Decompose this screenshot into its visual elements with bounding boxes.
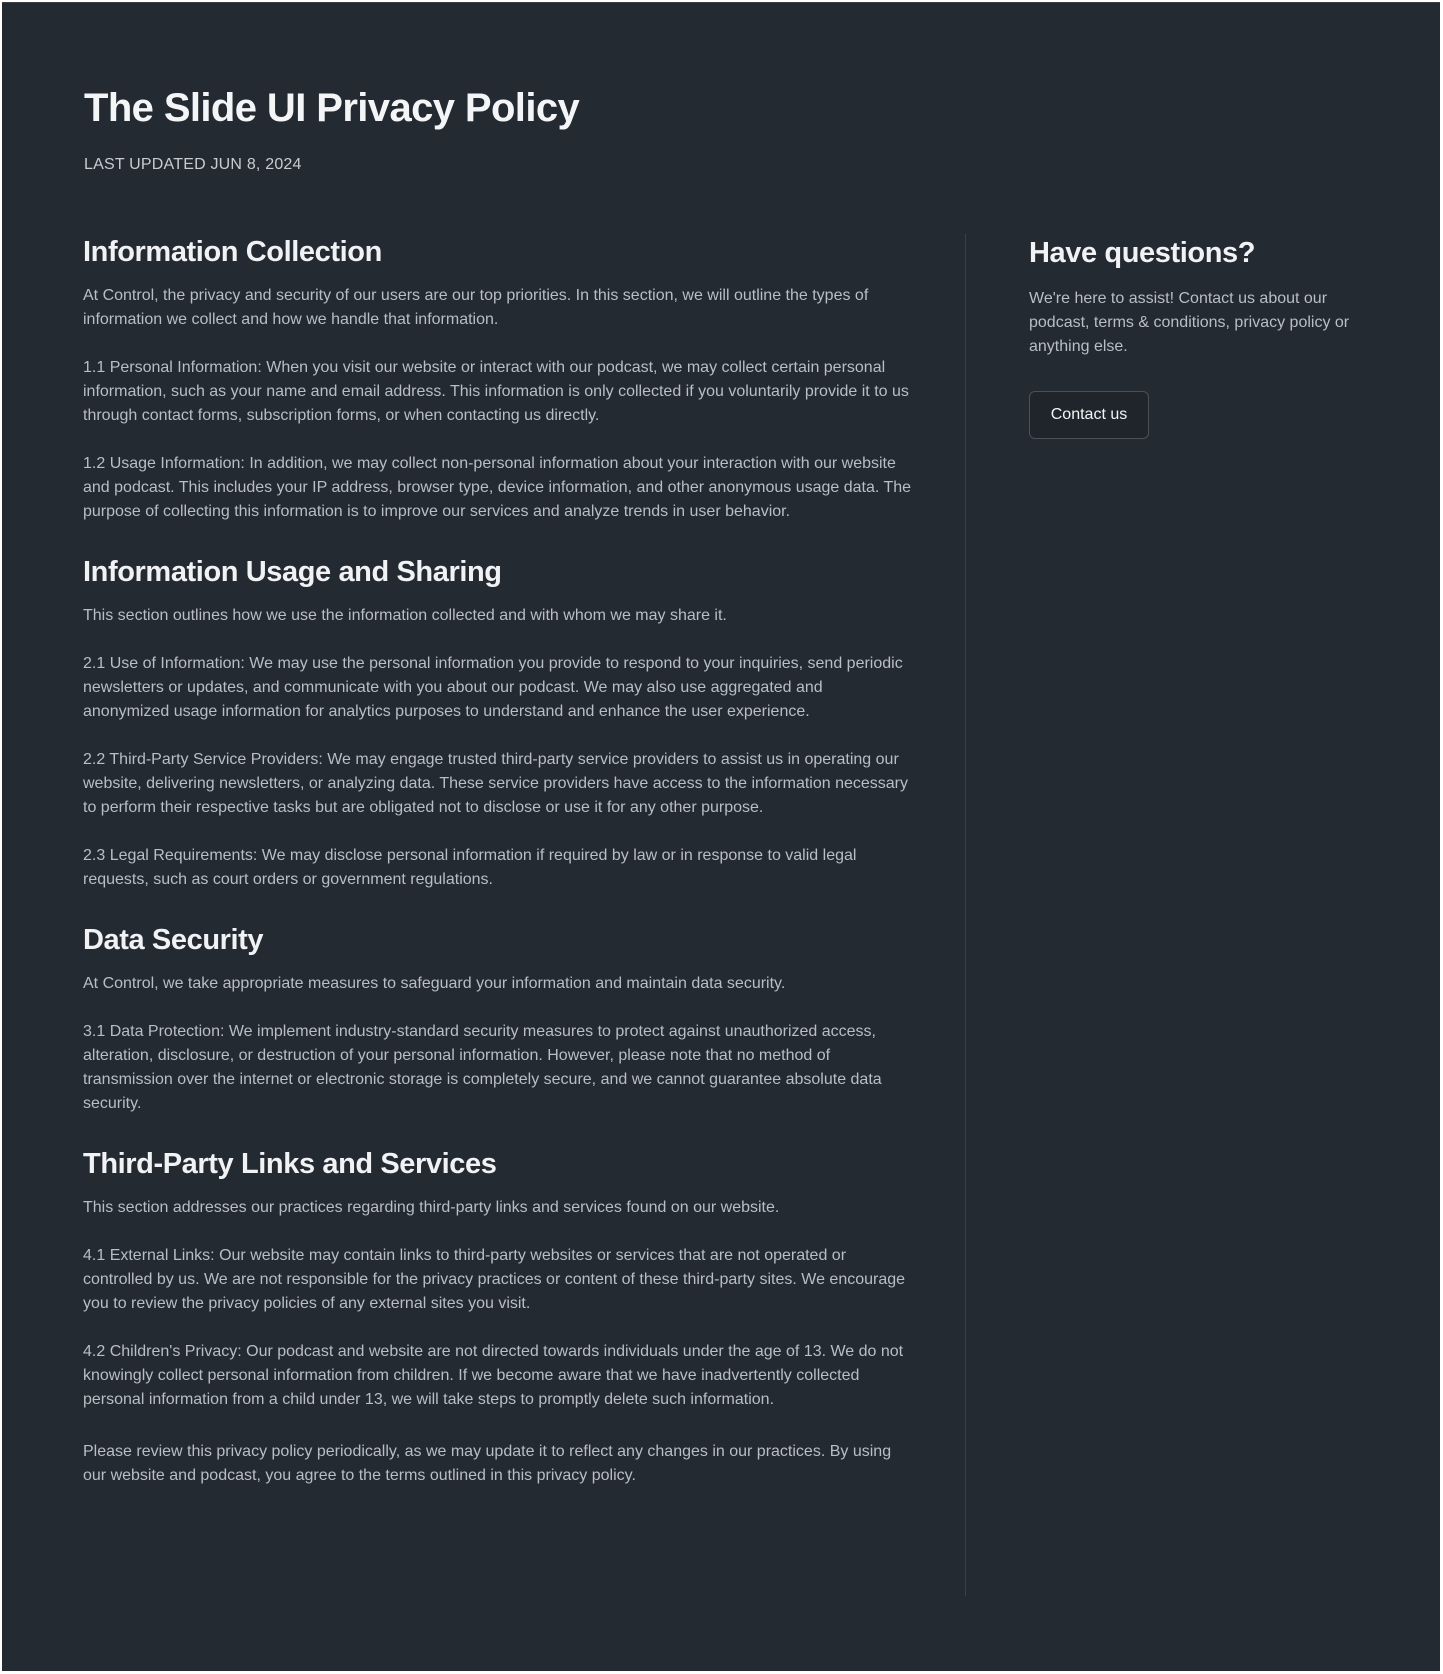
policy-paragraph: 3.1 Data Protection: We implement industry-standard security measures to protect against unauthorized access, alteration, disclosure, or destruction of your personal information. However, please note that no method of transmission over the internet or electronic storage is completely secure, and we cannot guarantee absolute data security.	[83, 1023, 882, 1112]
section-intro: This section outlines how we use the information collected and with whom we may share it.	[83, 607, 727, 624]
section-title: Information Usage and Sharing	[83, 556, 502, 588]
third-party-links-services-section	[83, 1144, 913, 1412]
section-intro: At Control, we take appropriate measures to safeguard your information and maintain data security.	[83, 975, 786, 992]
sidebar-title: Have questions?	[1029, 237, 1256, 269]
policy-content	[83, 232, 913, 1504]
policy-paragraph: 4.1 External Links: Our website may contain links to third-party websites or services that are not operated or controlled by us. We are not responsible for the privacy practices or content of these third-party sites. We encourage you to review the privacy policies of any external sites you visit.	[83, 1247, 906, 1312]
policy-paragraph: 1.2 Usage Information: In addition, we may collect non-personal information about your interaction with our website and podcast. This includes your IP address, browser type, device information, and other anonymous usage data. The purpose of collecting this information is to improve our services and analyze trends in user behavior.	[83, 455, 912, 520]
privacy-page	[2, 2, 1440, 1671]
closing-paragraph: Please review this privacy policy periodically, as we may update it to reflect any changes in our practices. By using our website and podcast, you agree to the terms outlined in this privacy policy.	[83, 1443, 892, 1484]
page-title: The Slide UI Privacy Policy	[84, 86, 580, 130]
vertical-divider	[965, 234, 966, 1596]
information-collection-section	[83, 232, 913, 524]
section-title: Third-Party Links and Services	[83, 1148, 497, 1180]
information-usage-sharing-section	[83, 552, 913, 892]
section-intro: This section addresses our practices regarding third-party links and services found on our website.	[83, 1199, 780, 1216]
policy-paragraph: 4.2 Children's Privacy: Our podcast and website are not directed towards individuals under the age of 13. We do not knowingly collect personal information from children. If we become aware that we have inadvertently collected personal information from a child under 13, we will take steps to promptly delete such information.	[83, 1343, 904, 1408]
section-intro: At Control, the privacy and security of our users are our top priorities. In this section, we will outline the types of information we collect and how we handle that information.	[83, 287, 869, 328]
policy-paragraph: 1.1 Personal Information: When you visit our website or interact with our podcast, we may collect certain personal information, such as your name and email address. This information is only collected if you voluntarily provide it to us through contact forms, subscription forms, or when contacting us directly.	[83, 359, 909, 424]
contact-us-button[interactable]: Contact us	[1029, 391, 1149, 439]
section-title: Information Collection	[83, 236, 382, 268]
sidebar-text: We're here to assist! Contact us about our podcast, terms & conditions, privacy policy or anything else.	[1029, 290, 1350, 355]
last-updated-date: LAST UPDATED JUN 8, 2024	[84, 156, 302, 173]
section-title: Data Security	[83, 924, 264, 956]
page-header	[84, 81, 984, 175]
data-security-section	[83, 920, 913, 1116]
policy-paragraph: 2.3 Legal Requirements: We may disclose personal information if required by law or in response to valid legal requests, such as court orders or government regulations.	[83, 847, 857, 888]
policy-paragraph: 2.1 Use of Information: We may use the personal information you provide to respond to your inquiries, send periodic newsletters or updates, and communicate with you about our podcast. We may also use aggregated and anonymized usage information for analytics purposes to understand and enhance the user experience.	[83, 655, 903, 720]
questions-sidebar	[1029, 233, 1373, 439]
policy-paragraph: 2.2 Third-Party Service Providers: We may engage trusted third-party service providers to assist us in operating our website, delivering newsletters, or analyzing data. These service providers have access to the information necessary to perform their respective tasks but are obligated not to disclose or use it for any other purpose.	[83, 751, 909, 816]
